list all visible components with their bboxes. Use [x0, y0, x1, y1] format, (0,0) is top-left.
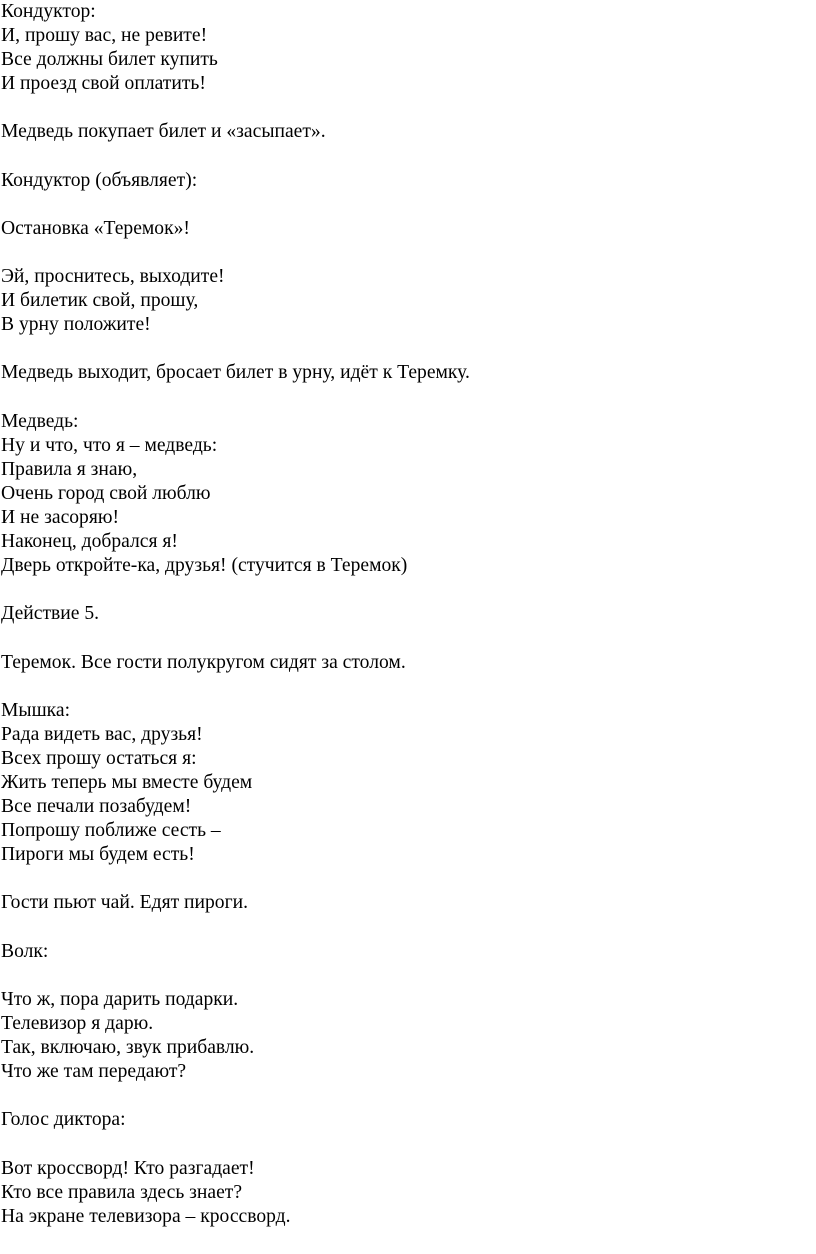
paragraph: [1, 217, 811, 241]
text-line: Дверь откройте-ка, друзья! (стучится в Теремок): [1, 555, 408, 577]
text-line: Жить теперь мы вместе будем: [1, 772, 253, 793]
text-line: Что ж, пора дарить подарки.: [1, 988, 239, 1010]
text-line: Все печали позабудем!: [1, 796, 192, 818]
paragraph-gap: [1, 675, 811, 699]
text-line: Медведь:: [1, 410, 79, 432]
text-line: Вот кроссворд! Кто разгадает!: [1, 1157, 255, 1179]
text-line: Всех прошу остаться я:: [1, 747, 197, 769]
paragraph: [1, 0, 811, 96]
document-page: [1, 0, 811, 1229]
text-line: Все должны билет купить: [1, 49, 218, 71]
paragraph: [1, 410, 811, 579]
text-line: Пироги мы будем есть!: [1, 844, 195, 866]
text-line: Ну и что, что я – медведь:: [1, 434, 218, 456]
text-line: Правила я знаю,: [1, 458, 138, 480]
paragraph: [1, 988, 811, 1084]
text-line: Остановка «Теремок»!: [1, 217, 190, 239]
paragraph-gap: [1, 1132, 811, 1156]
paragraph: [1, 1108, 811, 1132]
paragraph: [1, 169, 811, 193]
text-line: И билетик свой, прошу,: [1, 290, 199, 312]
text-line: Так, включаю, звук прибавлю.: [1, 1037, 255, 1059]
paragraph-gap: [1, 867, 811, 891]
text-line: Эй, проснитесь, выходите!: [1, 266, 225, 288]
paragraph-gap: [1, 241, 811, 265]
text-line: Волк:: [1, 940, 49, 962]
text-line: Очень город свой люблю: [1, 482, 211, 504]
paragraph-gap: [1, 193, 811, 217]
text-line: Попрошу поближе сесть –: [1, 820, 221, 842]
paragraph: [1, 1157, 811, 1229]
paragraph-gap: [1, 386, 811, 410]
paragraph: [1, 602, 811, 626]
paragraph: [1, 940, 811, 964]
text-line: На экране телевизора – кроссворд.: [1, 1205, 291, 1227]
text-line: Действие 5.: [1, 603, 100, 625]
paragraph: [1, 699, 811, 868]
paragraph: [1, 651, 811, 675]
text-line: Теремок. Все гости полукругом сидят за столом.: [1, 651, 406, 673]
paragraph-gap: [1, 578, 811, 602]
text-line: Рада видеть вас, друзья!: [1, 723, 203, 745]
paragraph-gap: [1, 337, 811, 361]
paragraph: [1, 361, 811, 385]
text-line: Телевизор я дарю.: [1, 1012, 154, 1034]
text-line: И проезд свой оплатить!: [1, 73, 206, 95]
text-line: Кондуктор (объявляет):: [1, 169, 198, 191]
paragraph-gap: [1, 1084, 811, 1108]
paragraph-gap: [1, 145, 811, 169]
text-line: В урну положите!: [1, 314, 151, 336]
paragraph-gap: [1, 964, 811, 988]
text-line: Кондуктор:: [1, 1, 96, 22]
paragraph: [1, 120, 811, 144]
text-line: И не засоряю!: [1, 506, 120, 528]
paragraph-gap: [1, 96, 811, 120]
text-line: Медведь покупает билет и «засыпает».: [1, 121, 326, 143]
paragraph: [1, 891, 811, 915]
paragraph-gap: [1, 916, 811, 940]
text-line: Что же там передают?: [1, 1061, 187, 1083]
paragraph-gap: [1, 626, 811, 650]
text-line: Кто все правила здесь знает?: [1, 1181, 243, 1203]
text-line: Гости пьют чай. Едят пироги.: [1, 892, 249, 914]
text-line: Голос диктора:: [1, 1109, 126, 1131]
text-line: Мышка:: [1, 699, 71, 721]
paragraph: [1, 265, 811, 337]
text-line: Медведь выходит, бросает билет в урну, идёт к Теремку.: [1, 362, 470, 384]
text-line: Наконец, добрался я!: [1, 531, 178, 553]
text-line: И, прошу вас, не ревите!: [1, 25, 208, 47]
